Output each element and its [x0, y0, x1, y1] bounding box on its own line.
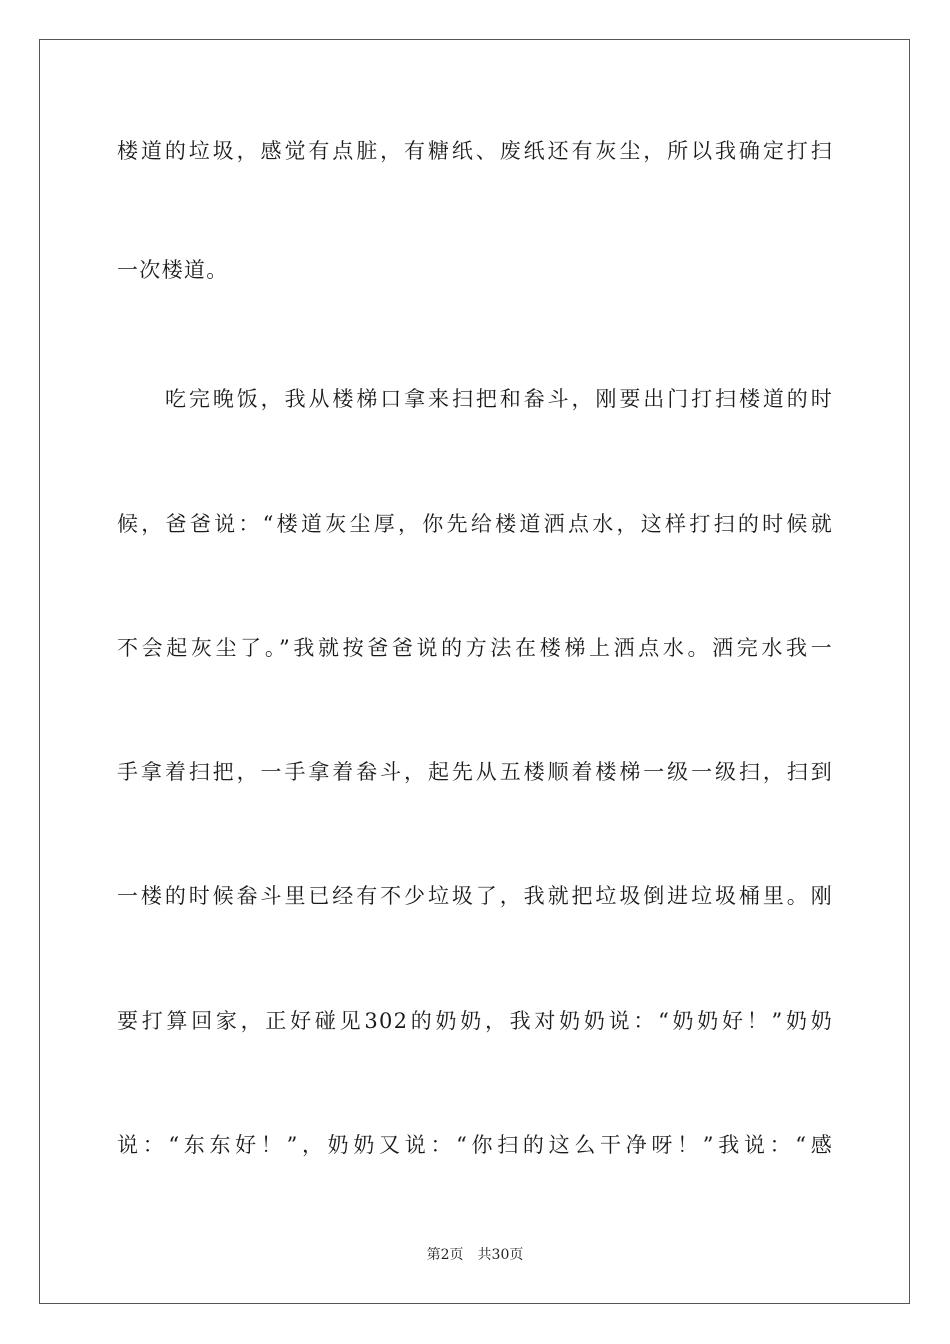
text-line: 楼道的垃圾，感觉有点脏，有糖纸、废纸还有灰尘，所以我确定打扫 — [117, 139, 833, 163]
text-line: 吃完晚饭，我从楼梯口拿来扫把和畚斗，刚要出门打扫楼道的时 — [165, 387, 833, 411]
text-line: 说：“东东好！”，奶奶又说：“你扫的这么干净呀！”我说：“感 — [117, 1133, 833, 1157]
text-line: 手拿着扫把，一手拿着畚斗，起先从五楼顺着楼梯一级一级扫，扫到 — [117, 760, 833, 784]
page-frame — [39, 39, 910, 1304]
page-footer — [0, 1246, 950, 1264]
text-line: 要打算回家，正好碰见302的奶奶，我对奶奶说：“奶奶好！”奶奶 — [117, 1009, 833, 1033]
page-total: 共30页 — [477, 1247, 524, 1263]
text-line: 一次楼道。 — [117, 258, 229, 282]
text-line: 一楼的时候畚斗里已经有不少垃圾了，我就把垃圾倒进垃圾桶里。刚 — [117, 884, 833, 908]
text-line: 候，爸爸说：“楼道灰尘厚，你先给楼道洒点水，这样打扫的时候就 — [117, 512, 833, 536]
page-number: 第2页 — [426, 1247, 464, 1263]
text-line: 不会起灰尘了。”我就按爸爸说的方法在楼梯上洒点水。洒完水我一 — [117, 636, 833, 660]
